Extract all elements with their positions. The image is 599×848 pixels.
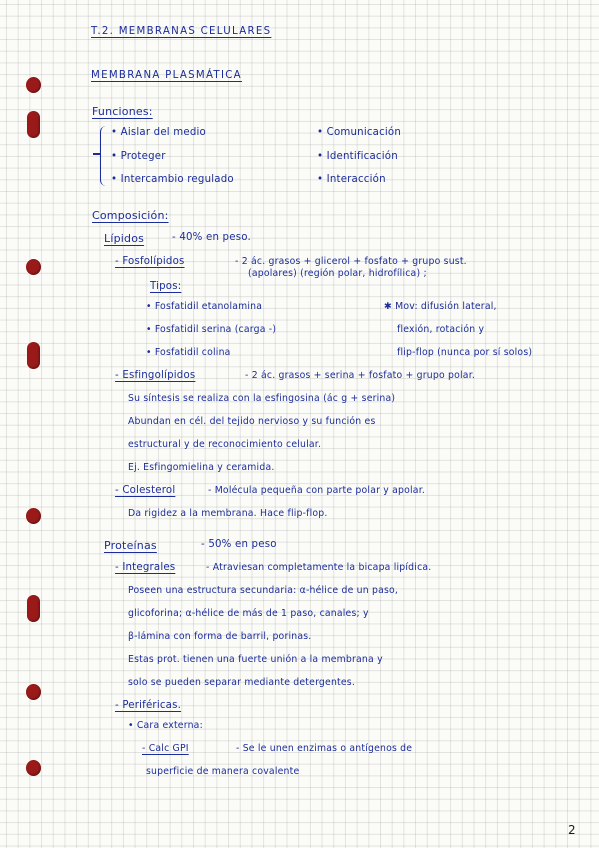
tipo-item: • Fosfatidil etanolamina (146, 301, 263, 312)
funcion-item: • Comunicación (317, 127, 402, 138)
lipidos-percent: - 40% en peso. (172, 232, 251, 243)
binder-hole (26, 508, 41, 524)
esfingolipidos-line: Su síntesis se realiza con la esfingosina (ác g + serina) (128, 393, 396, 404)
colesterol-line: Da rigidez a la membrana. Hace flip-flop. (128, 508, 328, 519)
mov-note: flip-flop (nunca por sí solos) (397, 347, 533, 358)
integrales-label: - Integrales (115, 562, 176, 573)
binder-hole (26, 760, 41, 776)
mov-note: ✱ Mov: difusión lateral, (384, 301, 497, 312)
binder-hole (27, 595, 40, 622)
colesterol-label: - Colesterol (115, 485, 176, 496)
brace (100, 126, 111, 186)
gpi-line: - Se le unen enzimas o antígenos de (236, 743, 413, 754)
tipos-label: Tipos: (150, 281, 182, 292)
integrales-line: β-lámina con forma de barril, porinas. (128, 631, 312, 642)
lipidos-heading: Lípidos (104, 232, 145, 245)
binder-hole (26, 259, 41, 275)
funcion-item: • Interacción (317, 174, 386, 185)
binder-hole (27, 342, 40, 369)
integrales-line: Poseen una estructura secundaria: α-hélice de un paso, (128, 585, 399, 596)
esfingolipidos-label: - Esfingolípidos (115, 370, 196, 381)
funcion-item: • Aislar del medio (111, 127, 206, 138)
composicion-heading: Composición: (92, 209, 169, 222)
mov-note: flexión, rotación y (397, 324, 485, 335)
tipo-item: • Fosfatidil serina (carga -) (146, 324, 277, 335)
fosfolipidos-label: - Fosfolípidos (115, 256, 185, 267)
esfingolipidos-line: Abundan en cél. del tejido nervioso y su función es (128, 416, 376, 427)
integrales-line: Estas prot. tienen una fuerte unión a la membrana y (128, 654, 383, 665)
funcion-item: • Identificación (317, 151, 398, 162)
section-title: MEMBRANA PLASMÁTICA (91, 70, 242, 81)
funcion-item: • Proteger (111, 151, 166, 162)
integrales-line: - Atraviesan completamente la bicapa lipídica. (206, 562, 432, 573)
funciones-heading: Funciones: (92, 105, 153, 118)
integrales-line: solo se pueden separar mediante detergentes. (128, 677, 356, 688)
esfingolipidos-line: Ej. Esfingomielina y ceramida. (128, 462, 275, 473)
page-number: 2 (568, 823, 576, 837)
proteinas-percent: - 50% en peso (201, 539, 277, 550)
esfingolipidos-line: - 2 ác. grasos + serina + fosfato + grupo polar. (245, 370, 476, 381)
fosfolipidos-desc2: (apolares) (región polar, hidrofílica) ; (248, 268, 427, 279)
cara-externa-label: • Cara externa: (128, 720, 203, 731)
tipo-item: • Fosfatidil colina (146, 347, 231, 358)
integrales-line: glicoforina; α-hélice de más de 1 paso, canales; y (128, 608, 369, 619)
gpi-label: - Calc GPI (142, 743, 189, 754)
perifericas-label: - Periféricas. (115, 700, 182, 711)
funcion-item: • Intercambio regulado (111, 174, 234, 185)
binder-hole (26, 77, 41, 93)
chapter-title: T.2. MEMBRANAS CELULARES (91, 26, 272, 37)
proteinas-heading: Proteínas (104, 539, 157, 552)
fosfolipidos-desc: - 2 ác. grasos + glicerol + fosfato + grupo sust. (235, 256, 467, 267)
esfingolipidos-line: estructural y de reconocimiento celular. (128, 439, 322, 450)
binder-hole (26, 684, 41, 700)
gpi-line: superficie de manera covalente (146, 766, 300, 777)
colesterol-line: - Molécula pequeña con parte polar y apolar. (208, 485, 426, 496)
binder-hole (27, 111, 40, 138)
